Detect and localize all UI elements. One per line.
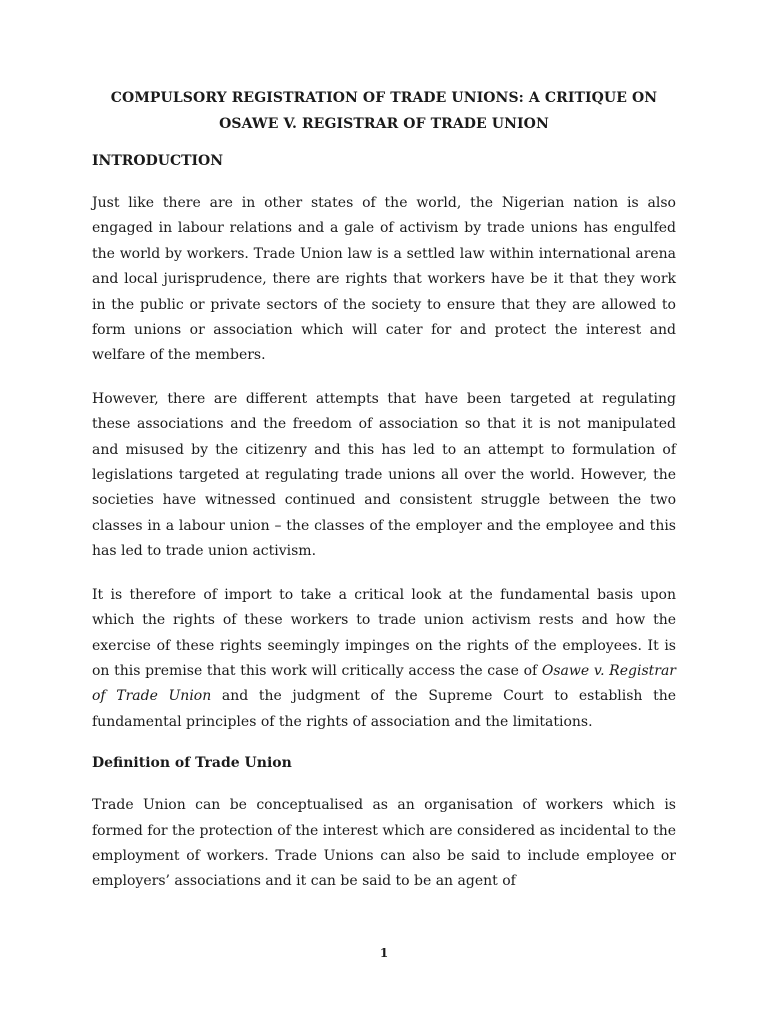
definition-paragraph: Trade Union can be conceptualised as an organisation of workers which is formed for the protection of the interest which are considered as incidental to the employment of workers. Trade Unions can also be said to include employee or employers’ associations and it can be said to be an agent of [92, 797, 676, 890]
case-citation: Osawe v. Registrar of Trade Union [92, 662, 676, 705]
title-line-1: COMPULSORY REGISTRATION OF TRADE UNIONS: A CRITIQUE ON [110, 90, 658, 106]
document-title [92, 85, 676, 137]
intro-paragraph-1: Just like there are in other states of the world, the Nigerian nation is also engaged in labour relations and a gale of activism by trade unions has engulfed the world by workers. Trade Union law is a settled law within international arena and local jurisprudence, there are rights that workers have be it that they work in the public or private sectors of the society to ensure that they are allowed to form unions or association which will cater for and protect the interest and welfare of the members. [92, 195, 676, 364]
intro-paragraph-3 [92, 583, 676, 735]
intro-paragraph-3-text-b: and the judgment of the Supreme Court to establish the fundamental principles of the rights of association and the limitations. [92, 688, 677, 730]
title-line-2: OSAWE V. REGISTRAR OF TRADE UNION [219, 116, 549, 132]
definition-heading: Definition of Trade Union [92, 755, 292, 772]
intro-paragraph-3-text-a: It is therefore of import to take a critical look at the fundamental basis upon which the rights of these workers to trade union activism rests and how the exercise of these rights seemingly impinges on the rights of the employees. It is on this premise that this work will critically access the case of [92, 586, 676, 679]
introduction-heading: INTRODUCTION [92, 153, 224, 169]
intro-paragraph-2: However, there are different attempts that have been targeted at regulating these associations and the freedom of association so that it is not manipulated and misused by the citizenry and this has led to an attempt to formulation of legislations targeted at regulating trade unions all over the world. However, the societies have witnessed continued and consistent struggle between the two classes in a labour union – the classes of the employer and the employee and this has led to trade union activism. [92, 390, 676, 560]
page-number: 1 [379, 946, 389, 960]
